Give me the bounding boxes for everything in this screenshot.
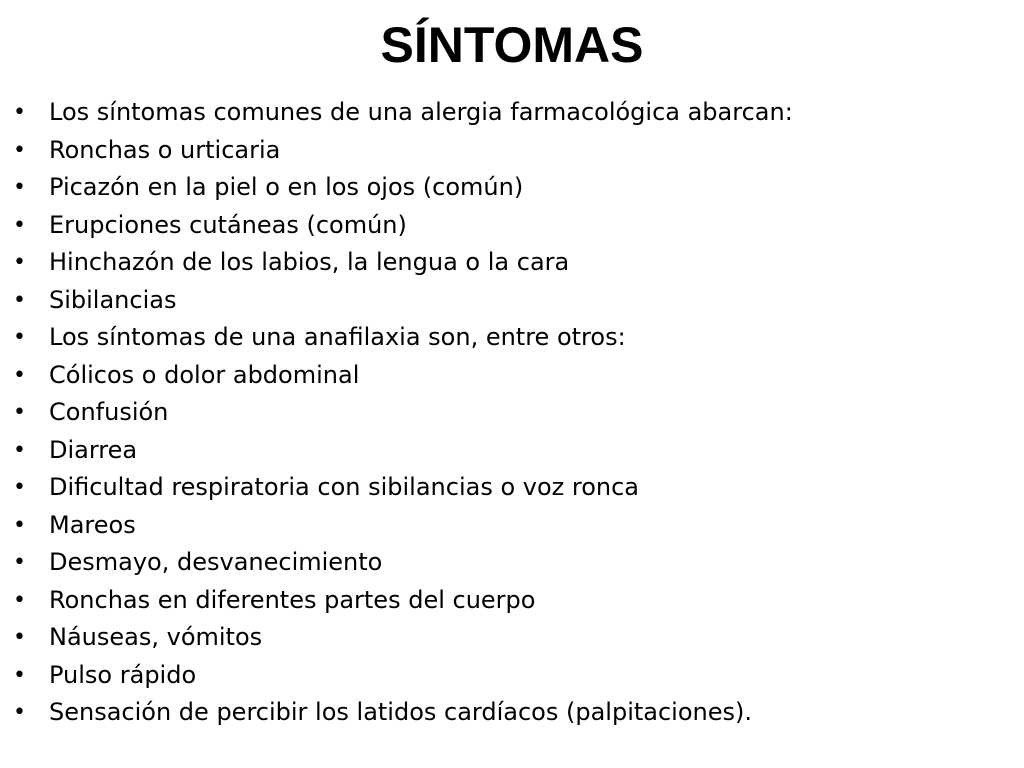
bullet-item: [0, 282, 1024, 320]
bullet-item: [0, 357, 1024, 395]
bullet-text: Erupciones cutáneas (común): [49, 210, 407, 239]
bullet-icon: •: [13, 175, 26, 200]
bullet-item: [0, 582, 1024, 620]
bullet-item: [0, 94, 1024, 132]
bullet-icon: •: [13, 475, 26, 500]
bullet-item: [0, 132, 1024, 170]
bullet-icon: •: [13, 550, 26, 575]
bullet-icon: •: [13, 287, 26, 313]
bullet-text: Náuseas, vómitos: [49, 623, 263, 651]
bullet-item: [0, 244, 1024, 282]
bullet-text: Los síntomas comunes de una alergia farmacológica abarcan:: [49, 98, 793, 126]
bullet-item: [0, 169, 1024, 207]
bullet-item: [0, 507, 1024, 545]
bullet-item: [0, 619, 1024, 657]
bullet-icon: •: [13, 437, 26, 463]
bullet-text: Confusión: [49, 398, 169, 426]
bullet-text: Picazón en la piel o en los ojos (común): [49, 173, 524, 201]
bullet-icon: •: [13, 325, 26, 350]
bullet-item: [0, 207, 1024, 245]
bullet-text: Los síntomas de una anafilaxia son, entre otros:: [49, 323, 626, 351]
bullet-icon: •: [13, 400, 26, 425]
bullet-icon: •: [13, 212, 26, 238]
bullet-text: Ronchas o urticaria: [49, 135, 281, 164]
bullet-text: Cólicos o dolor abdominal: [49, 360, 360, 389]
bullet-item: [0, 544, 1024, 582]
bullet-list: [0, 94, 1024, 732]
bullet-icon: •: [13, 250, 26, 275]
bullet-text: Ronchas en diferentes partes del cuerpo: [49, 585, 536, 614]
bullet-text: Pulso rápido: [49, 660, 197, 689]
bullet-icon: •: [13, 662, 26, 688]
bullet-icon: •: [13, 625, 26, 650]
bullet-text: Mareos: [49, 510, 136, 539]
bullet-text: Desmayo, desvanecimiento: [49, 548, 383, 576]
bullet-item: [0, 394, 1024, 432]
bullet-text: Sibilancias: [49, 285, 177, 314]
bullet-icon: •: [13, 137, 26, 163]
bullet-item: [0, 694, 1024, 732]
bullet-item: [0, 657, 1024, 695]
bullet-text: Sensación de percibir los latidos cardíacos (palpitaciones).: [49, 698, 753, 726]
bullet-icon: •: [13, 700, 26, 725]
bullet-icon: •: [13, 587, 26, 613]
bullet-text: Dificultad respiratoria con sibilancias o voz ronca: [49, 473, 640, 501]
bullet-icon: •: [13, 512, 26, 538]
bullet-item: [0, 469, 1024, 507]
bullet-icon: •: [13, 100, 26, 125]
bullet-text: Hinchazón de los labios, la lengua o la cara: [49, 248, 570, 276]
bullet-text: Diarrea: [49, 435, 138, 464]
bullet-item: [0, 432, 1024, 470]
bullet-item: [0, 319, 1024, 357]
bullet-icon: •: [13, 362, 26, 388]
slide-title: SÍNTOMAS: [380, 17, 644, 73]
